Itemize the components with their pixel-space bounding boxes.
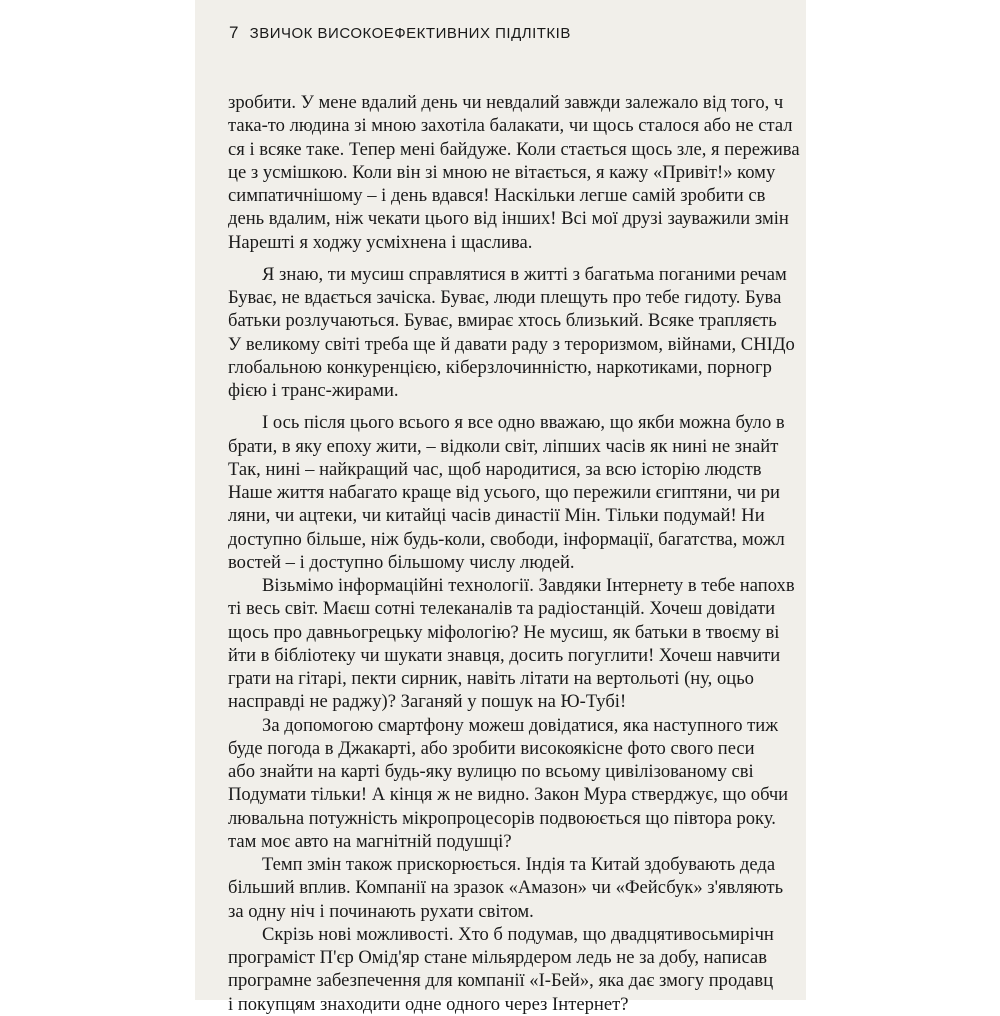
text-line: Темп змін також прискорюється. Індія та Китай здобувають деда xyxy=(262,854,776,875)
text-line: програміст П'єр Омід'яр стане мільярдером ледь не за добу, написав xyxy=(228,947,768,968)
text-line: день вдалим, ніж чекати цього від інших! Всі мої друзі зауважили змін xyxy=(228,208,789,230)
text-line: насправді не раджу)? Заганяй у пошук на Ю-Тубі! xyxy=(228,691,627,713)
text-line: доступно більше, ніж будь-коли, свободи, інформації, багатства, можл xyxy=(228,528,785,550)
text-line: Візьмімо інформаційні технології. Завдяки Інтернету в тебе напохв xyxy=(262,575,795,596)
text-line: За допомогою смартфону можеш довідатися, яка наступного тиж xyxy=(262,714,779,736)
text-line: Буває, не вдається зачіска. Буває, люди плещуть про тебе гидоту. Бува xyxy=(228,287,782,308)
text-line: грати на гітарі, пекти сирник, навіть літати на вертольоті (ну, оцьо xyxy=(228,668,754,689)
text-line: щось про давньогрецьку міфологію? Не мусиш, як батьки в твоєму ві xyxy=(228,621,780,643)
text-line: або знайти на карті будь-яку вулицю по всьому цивілізованому сві xyxy=(228,761,754,782)
text-line: брати, в яку епоху жити, – відколи світ, ліпших часів як нині не знайт xyxy=(228,435,779,457)
text-line: за одну ніч і починають рухати світом. xyxy=(228,900,534,922)
text-line: програмне забезпечення для компанії «І-Бей», яка дає змогу продавц xyxy=(228,970,774,992)
text-line: У великому світі треба ще й давати раду з тероризмом, війнами, СНІДо xyxy=(228,333,795,355)
text-line: фією і транс-жирами. xyxy=(228,380,399,401)
text-line: ся і всяке таке. Тепер мені байдуже. Коли стається щось зле, я пережива xyxy=(228,138,800,160)
text-line: Скрізь нові можливості. Хто б подумав, що двадцятивосьмирічн xyxy=(262,923,774,945)
text-line: Нарешті я ходжу усміхнена і щаслива. xyxy=(228,231,533,253)
text-line: буде погода в Джакарті, або зробити високоякісне фото свого песи xyxy=(228,737,755,759)
text-line: ті весь світ. Маєш сотні телеканалів та радіостанцій. Хочеш довідати xyxy=(228,598,776,620)
text-line: там моє авто на магнітній подушці? xyxy=(228,830,512,852)
text-line: більший вплив. Компанії на зразок «Амазон» чи «Фейсбук» з'являють xyxy=(228,877,784,899)
text-line: така-то людина зі мною захотіла балакати, чи щось сталося або не стал xyxy=(228,115,793,137)
text-line: Я знаю, ти мусиш справлятися в житті з багатьма поганими речам xyxy=(262,263,787,285)
running-head-title: ЗВИЧОК ВИСОКОЕФЕКТИВНИХ ПІДЛІТКІВ xyxy=(249,25,571,42)
text-line: Подумати тільки! А кінця ж не видно. Закон Мура стверджує, що обчи xyxy=(228,784,789,806)
text-line: І ось після цього всього я все одно вважаю, що якби можна було в xyxy=(262,412,785,434)
text-line: йти в бібліотеку чи шукати знавця, досить погуглити! Хочеш навчити xyxy=(228,644,781,666)
text-line: це з усмішкою. Коли він зі мною не вітається, я кажу «Привіт!» кому xyxy=(228,161,776,183)
text-line: зробити. У мене вдалий день чи невдалий завжди залежало від того, ч xyxy=(228,92,784,113)
text-line: лювальна потужність мікропроцесорів подвоюється що півтора року. xyxy=(228,807,776,829)
text-line: ляни, чи ацтеки, чи китайці часів династії Мін. Тільки подумай! Ни xyxy=(228,505,765,527)
scan-background-left xyxy=(0,0,195,1000)
book-page xyxy=(195,0,815,1015)
text-line: Наше життя набагато краще від усього, що пережили єгиптяни, чи ри xyxy=(228,482,781,503)
text-line: глобальною конкуренцією, кіберзлочинністю, наркотиками, порногр xyxy=(228,356,772,378)
text-line: батьки розлучаються. Буває, вмирає хтось близький. Всяке трапляєть xyxy=(228,310,777,332)
text-line: востей – і доступно більшому числу людей. xyxy=(228,551,575,573)
running-head xyxy=(229,23,571,43)
scan-background-right xyxy=(806,0,1000,1000)
text-line: Так, нині – найкращий час, щоб народитися, за всю історію людств xyxy=(228,458,762,480)
text-line: і покупцям знаходити одне одного через Інтернет? xyxy=(228,993,629,1015)
text-line: симпатичнішому – і день вдався! Наскільки легше самій зробити св xyxy=(228,185,766,206)
running-head-page-number: 7 xyxy=(229,23,239,42)
